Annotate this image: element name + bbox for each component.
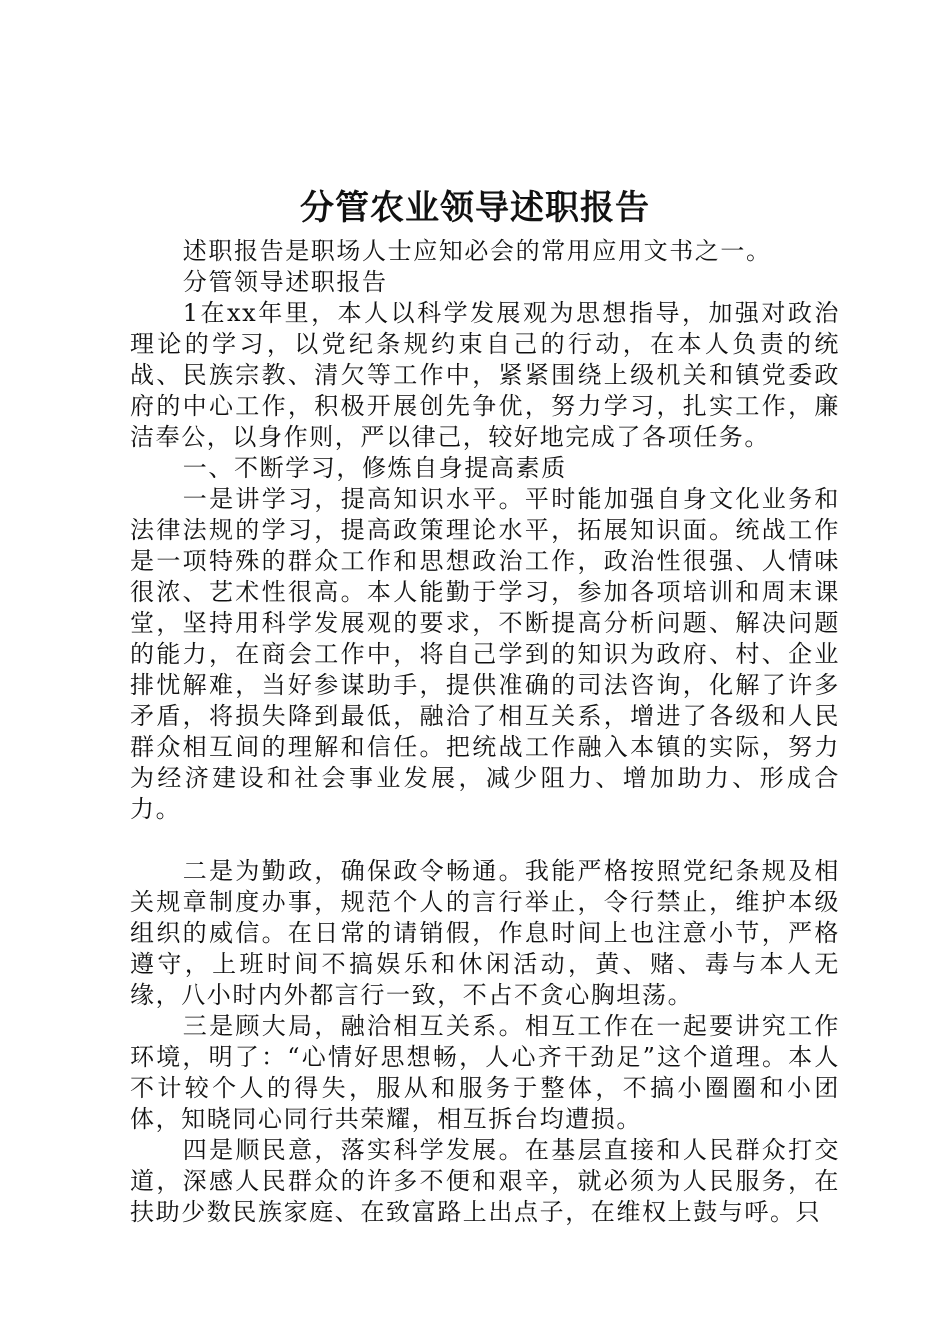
paragraph-overview: 1在xx年里，本人以科学发展观为思想指导，加强对政治理论的学习，以党纪条规约束自己的行动，在本人负责的统战、民族宗教、清欠等工作中，紧紧围绕上级机关和镇党委政府的中心工作，积极开展创先争优，努力学习，扎实工作，廉洁奉公，以身作则，严以律己，较好地完成了各项任务。 <box>130 299 840 451</box>
paragraph-public-will: 四是顺民意，落实科学发展。在基层直接和人民群众打交道，深感人民群众的许多不便和艰辛，就必须为人民服务，在扶助少数民族家庭、在致富路上出点子，在维权上鼓与呼。只 <box>130 1136 840 1226</box>
paragraph-diligence: 二是为勤政，确保政令畅通。我能严格按照党纪条规及相关规章制度办事，规范个人的言行举止，令行禁止，维护本级组织的威信。在日常的请销假，作息时间上也注意小节，严格遵守，上班时间不搞娱乐和休闲活动，黄、赌、毒与本人无缘，八小时内外都言行一致，不占不贪心胸坦荡。 <box>130 857 840 1009</box>
paragraph-subtitle: 分管领导述职报告 <box>182 268 388 296</box>
section-heading: 一、不断学习，修炼自身提高素质 <box>182 454 567 482</box>
paragraph-intro: 述职报告是职场人士应知必会的常用应用文书之一。 <box>182 237 772 265</box>
paragraph-overall: 三是顾大局，融洽相互关系。相互工作在一起要讲究工作环境，明了：“心情好思想畅，人心齐干劲足”这个道理。本人不计较个人的得失，服从和服务于整体，不搞小圈圈和小团体，知晓同心同行共荣耀，相互拆台均遭损。 <box>130 1012 840 1133</box>
document-title: 分管农业领导述职报告 <box>300 188 650 228</box>
document-body <box>130 236 840 1228</box>
paragraph-study: 一是讲学习，提高知识水平。平时能加强自身文化业务和法律法规的学习，提高政策理论水平，拓展知识面。统战工作是一项特殊的群众工作和思想政治工作，政治性很强、人情味很浓、艺术性很高。本人能勤于学习，参加各项培训和周末课堂，坚持用科学发展观的要求，不断提高分析问题、解决问题的能力，在商会工作中，将自己学到的知识为政府、村、企业排忧解难，当好参谋助手，提供准确的司法咨询，化解了许多矛盾，将损失降到最低，融洽了相互关系，增进了各级和人民群众相互间的理解和信任。把统战工作融入本镇的实际，努力为经济建设和社会事业发展，减少阻力、增加助力、形成合力。 <box>130 485 840 823</box>
